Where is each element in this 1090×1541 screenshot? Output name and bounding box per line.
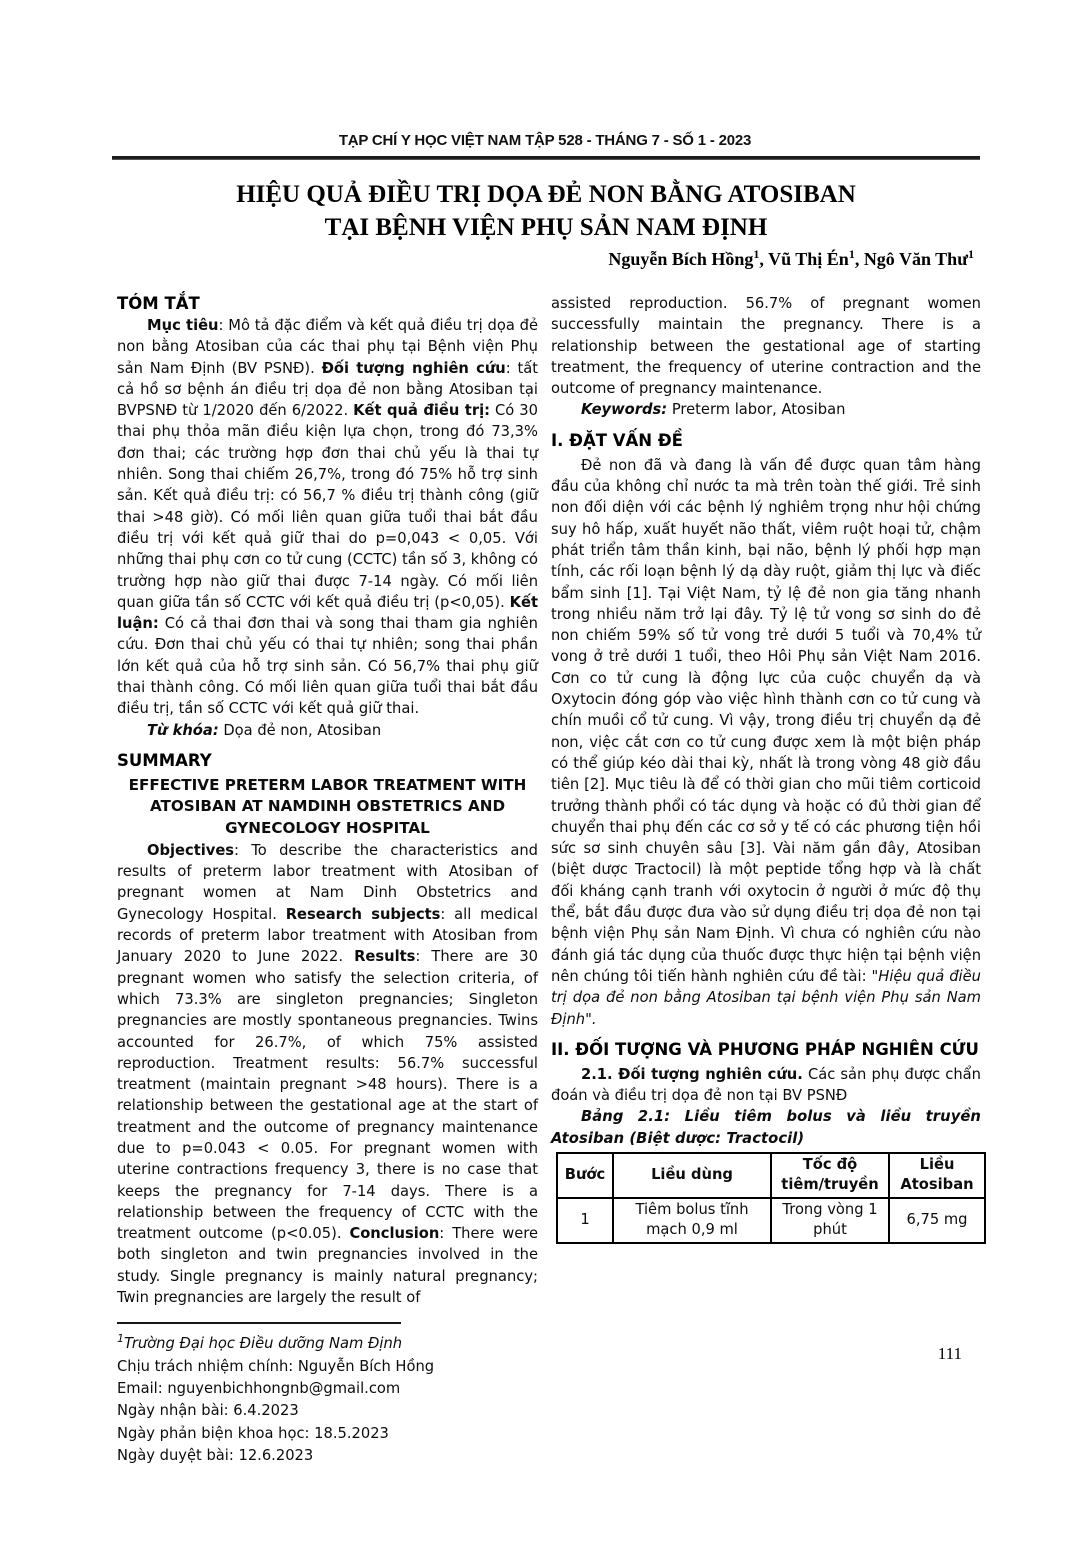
author-name: Vũ Thị Én — [768, 249, 849, 269]
abstract-en-text: : To describe the characteristics and results of preterm labor treatment with Atosiban of pregnant women at Nam Dinh Obstetrics and Gynecology Hospital. — [117, 841, 538, 923]
abstract-en-label-conclusion: Conclusion — [349, 1225, 440, 1243]
dose-table-cell-step: 1 — [557, 1198, 613, 1243]
abstract-en-text: : There were both singleton and twin pregnancies involved in the study. Single pregnancy is mainly natural pregnancy; Twin pregnancies are largely the result of — [117, 1225, 539, 1307]
dose-table-header-rate: Tốc độ tiêm/truyền — [771, 1153, 889, 1198]
dose-table-header-atosiban: Liều Atosiban — [889, 1153, 985, 1198]
keywords-en-label: Keywords: — [581, 401, 668, 419]
table-caption — [551, 1106, 981, 1149]
author-name: Nguyễn Bích Hồng — [608, 249, 754, 269]
article-title — [112, 178, 980, 244]
abstract-vi-label-results: Kết quả điều trị: — [353, 402, 490, 420]
abstract-vi-text: : Mô tả đặc điểm và kết quả điều trị dọa đẻ non bằng Atosiban của các thai phụ tại Bệnh viện Phụ sản Nam Định (BV PSNĐ). — [117, 317, 538, 377]
table-row — [557, 1198, 985, 1243]
dose-table-header-dose: Liều dùng — [613, 1153, 771, 1198]
footnote-responsible: Chịu trách nhiệm chính: Nguyễn Bích Hồng — [117, 1357, 435, 1375]
abstract-en-label-objectives: Objectives — [147, 841, 235, 859]
author-name: Ngô Văn Thư — [863, 249, 968, 269]
section2-paragraph — [551, 1064, 981, 1107]
abstract-en-text: : all medical records of preterm labor treatment with Atosiban from January 2020 to June 2022. — [117, 905, 538, 966]
author-affiliation-sup: 1 — [848, 247, 855, 261]
abstract-vi-heading: TÓM TẮT — [117, 294, 200, 313]
abstract-en-label-subjects: Research subjects — [285, 905, 441, 923]
footnote-email: Email: nguyenbichhongnb@gmail.com — [117, 1379, 401, 1397]
abstract-vi-text: : tất cả hồ sơ bệnh án điều trị dọa đẻ non bằng Atosiban tại BVPSNĐ từ 1/2020 đến 6/2022. — [117, 359, 538, 420]
summary-heading: SUMMARY — [117, 750, 212, 770]
abstract-vi-label-objective: Mục tiêu — [147, 317, 219, 334]
dose-table-cell-rate: Trong vòng 1 phút — [771, 1198, 889, 1243]
keywords-vi-text: Dọa đẻ non, Atosiban — [218, 721, 382, 739]
keywords-en-text: Preterm labor, Atosiban — [667, 401, 846, 419]
abstract-vi-text: Có cả thai đơn thai và song thai tham gia nghiên cứu. Đơn thai chủ yếu có thai tự nhiên; song thai phần lớn kết quả của hỗ trợ sinh sản. Có 56,7% thai phụ giữ thai thành công. Có mối liên quan giữa tuổi thai bắt đầu điều trị, tần số CCTC với kết quả giữ thai. — [117, 615, 538, 718]
right-column — [551, 293, 981, 1368]
page-number: 111 — [937, 1344, 962, 1363]
section2-subheading: 2.1. Đối tượng nghiên cứu. — [581, 1065, 803, 1083]
summary-title: EFFECTIVE PRETERM LABOR TREATMENT WITH ATOSIBAN AT NAMDINH OBSTETRICS AND GYNECOLOGY HOSPITAL — [128, 775, 527, 837]
abstract-vi-label-subjects: Đối tượng nghiên cứu — [321, 359, 506, 377]
abstract-en-label-results: Results — [354, 948, 416, 966]
journal-header: TẠP CHÍ Y HỌC VIỆT NAM TẬP 528 - THÁNG 7 - SỐ 1 - 2023 — [338, 132, 752, 149]
abstract-vi-label-conclusion: Kết luận: — [117, 593, 538, 633]
footnote-date-reviewed: Ngày phản biện khoa học: 18.5.2023 — [117, 1424, 389, 1442]
section1-paragraph — [551, 455, 981, 1030]
author-affiliation-sup: 1 — [968, 247, 974, 261]
left-column — [117, 293, 539, 1464]
dose-table-cell-atosiban: 6,75 mg — [889, 1198, 985, 1243]
table-caption-text: Bảng 2.1: Liều tiêm bolus và liều truyền Atosiban (Biệt dược: Tractocil) — [551, 1108, 981, 1147]
abstract-en-continuation: assisted reproduction. 56.7% of pregnant women successfully maintain the pregnancy. There is a relationship between the gestational age of starting treatment, the frequency of uterine contraction and the outcome of pregnancy maintenance. — [551, 295, 981, 398]
dose-table — [556, 1152, 986, 1244]
section2-text: Các sản phụ được chẩn đoán và điều trị dọa đẻ non tại BV PSNĐ — [551, 1065, 981, 1105]
header-rule — [112, 156, 980, 160]
author-separator: , — [759, 249, 769, 269]
dose-table-header-row — [557, 1153, 985, 1198]
abstract-en-text: : There are 30 pregnant women who satisfy the selection criteria, of which 73.3% are singleton pregnancies; Singleton pregnancies are mostly spontaneous pregnancies. Twins accounted for 26.7%, of which 75% assisted reproduction. Treatment results: 56.7% successful treatment (maintain pregnant >48 hours). There is a relationship between the gestational age at the start of treatment and the outcome of pregnancy maintenance due to p=0.043 < 0.05. For pregnant women with uterine contractions frequency 3, there is no case that keeps the pregnancy for 7-14 days. There is a relationship between the frequency of CCTC with the treatment outcome (p<0.05). — [117, 948, 539, 1243]
author-separator: , — [854, 249, 864, 269]
section2-heading: II. ĐỐI TƯỢNG VÀ PHƯƠNG PHÁP NGHIÊN CỨU — [551, 1039, 979, 1059]
section1-study-title-quote: "Hiệu quả điều trị dọa đẻ non bằng Atosiban tại bệnh viện Phụ sản Nam Định". — [551, 967, 981, 1028]
footnote-affiliation-text: Trường Đại học Điều dưỡng Nam Định — [124, 1335, 403, 1353]
dose-table-cell-dose: Tiêm bolus tĩnh mạch 0,9 ml — [613, 1198, 771, 1243]
article-title-line1: HIỆU QUẢ ĐIỀU TRỊ DỌA ĐẺ NON BẰNG ATOSIBAN — [236, 181, 856, 208]
keywords-en-line — [551, 399, 981, 420]
footnote-affiliation-sup: 1 — [117, 1332, 124, 1346]
abstract-en-paragraph — [117, 840, 538, 1309]
authors-line — [112, 249, 974, 270]
author-affiliation-sup: 1 — [753, 247, 760, 261]
article-title-line2: TẠI BỆNH VIỆN PHỤ SẢN NAM ĐỊNH — [324, 214, 768, 241]
abstract-vi-text: Có 30 thai phụ thỏa mãn điều kiện lựa chọn, trong đó 73,3% đơn thai; các trường hợp đơn thai chủ yếu là thai tự nhiên. Song thai chiếm 26,7%, trong đó 75% hỗ trợ sinh sản. Kết quả điều trị: có 56,7 % điều trị thành công (giữ thai >48 giờ). Có mối liên quan giữa tuổi thai bắt đầu điều trị với kết quả giữ thai do p=0,043 < 0,05. Với những thai phụ cơn co tử cung (CCTC) tần số 3, không có trường hợp nào giữ thai được 7-14 ngày. Có mối liên quan giữa tần số CCTC với kết quả điều trị (p<0,05). — [117, 402, 538, 611]
section1-heading: I. ĐẶT VẤN ĐỀ — [551, 430, 683, 450]
footnote-rule — [117, 1322, 401, 1324]
keywords-vi-label: Từ khóa: — [147, 721, 219, 739]
abstract-vi-paragraph — [117, 315, 538, 720]
dose-table-header-step: Bước — [557, 1153, 613, 1198]
keywords-vi-line — [117, 720, 538, 741]
section1-text: Đẻ non đã và đang là vấn đề được quan tâm hàng đầu của không chỉ nước ta mà trên toàn thế giới. Trẻ sinh non đối diện với các bệnh lý nghiêm trọng như hội chứng suy hô hấp, xuất huyết não thất, viêm ruột hoại tử, chậm phát triển tâm thần kinh, bại não, bệnh lý phối hợp mạn tính, các rối loạn bệnh lý dạ dày ruột, giảm thị lực và điếc bẩm sinh [1]. Tại Việt Nam, tỷ lệ đẻ non gia tăng nhanh trong nhiều năm trở lại đây. Tỷ lệ tử vong sơ sinh do đẻ non chiếm 59% số tử vong trẻ dưới 5 tuổi và 70,4% tử vong ở trẻ dưới 1 tuổi, theo Hôi Phụ sản Việt Nam 2016. Cơn co tử cung là động lực của cuộc chuyển dạ và Oxytocin đóng góp vào việc hình thành cơn co tử cung và chín muồi cổ tử cung. Vì vậy, trong điều trị chuyển dạ đẻ non, việc cắt cơn co tử cung được xem là một biện pháp có thể giúp kéo dài thai kỳ, nhất là trong vòng 48 giờ đầu tiên [2]. Mục tiêu là để có thời gian cho mũi tiêm corticoid trưởng thành phổi có tác dụng và hoặc có đủ thời gian để chuyển thai phụ đến các cơ sở y tế có các phương tiện hồi sức sơ sinh chuyên sâu [3]. Vài năm gần đây, Atosiban (biệt dược Tractocil) là một peptide tổng hợp và là chất đối kháng cạnh tranh với oxytocin ở người ở mức độ thụ thể, bắt đầu được đưa vào sử dụng điều trị dọa đẻ non tại bệnh viện Phụ sản Nam Định. Vì chưa có nghiên cứu nào đánh giá tác dụng của thuốc được thực hiện tại bệnh viện nên chúng tôi tiến hành nghiên cứu đề tài: — [551, 456, 981, 985]
footnote-date-received: Ngày nhận bài: 6.4.2023 — [117, 1402, 299, 1420]
footnote-date-accepted: Ngày duyệt bài: 12.6.2023 — [117, 1446, 314, 1464]
